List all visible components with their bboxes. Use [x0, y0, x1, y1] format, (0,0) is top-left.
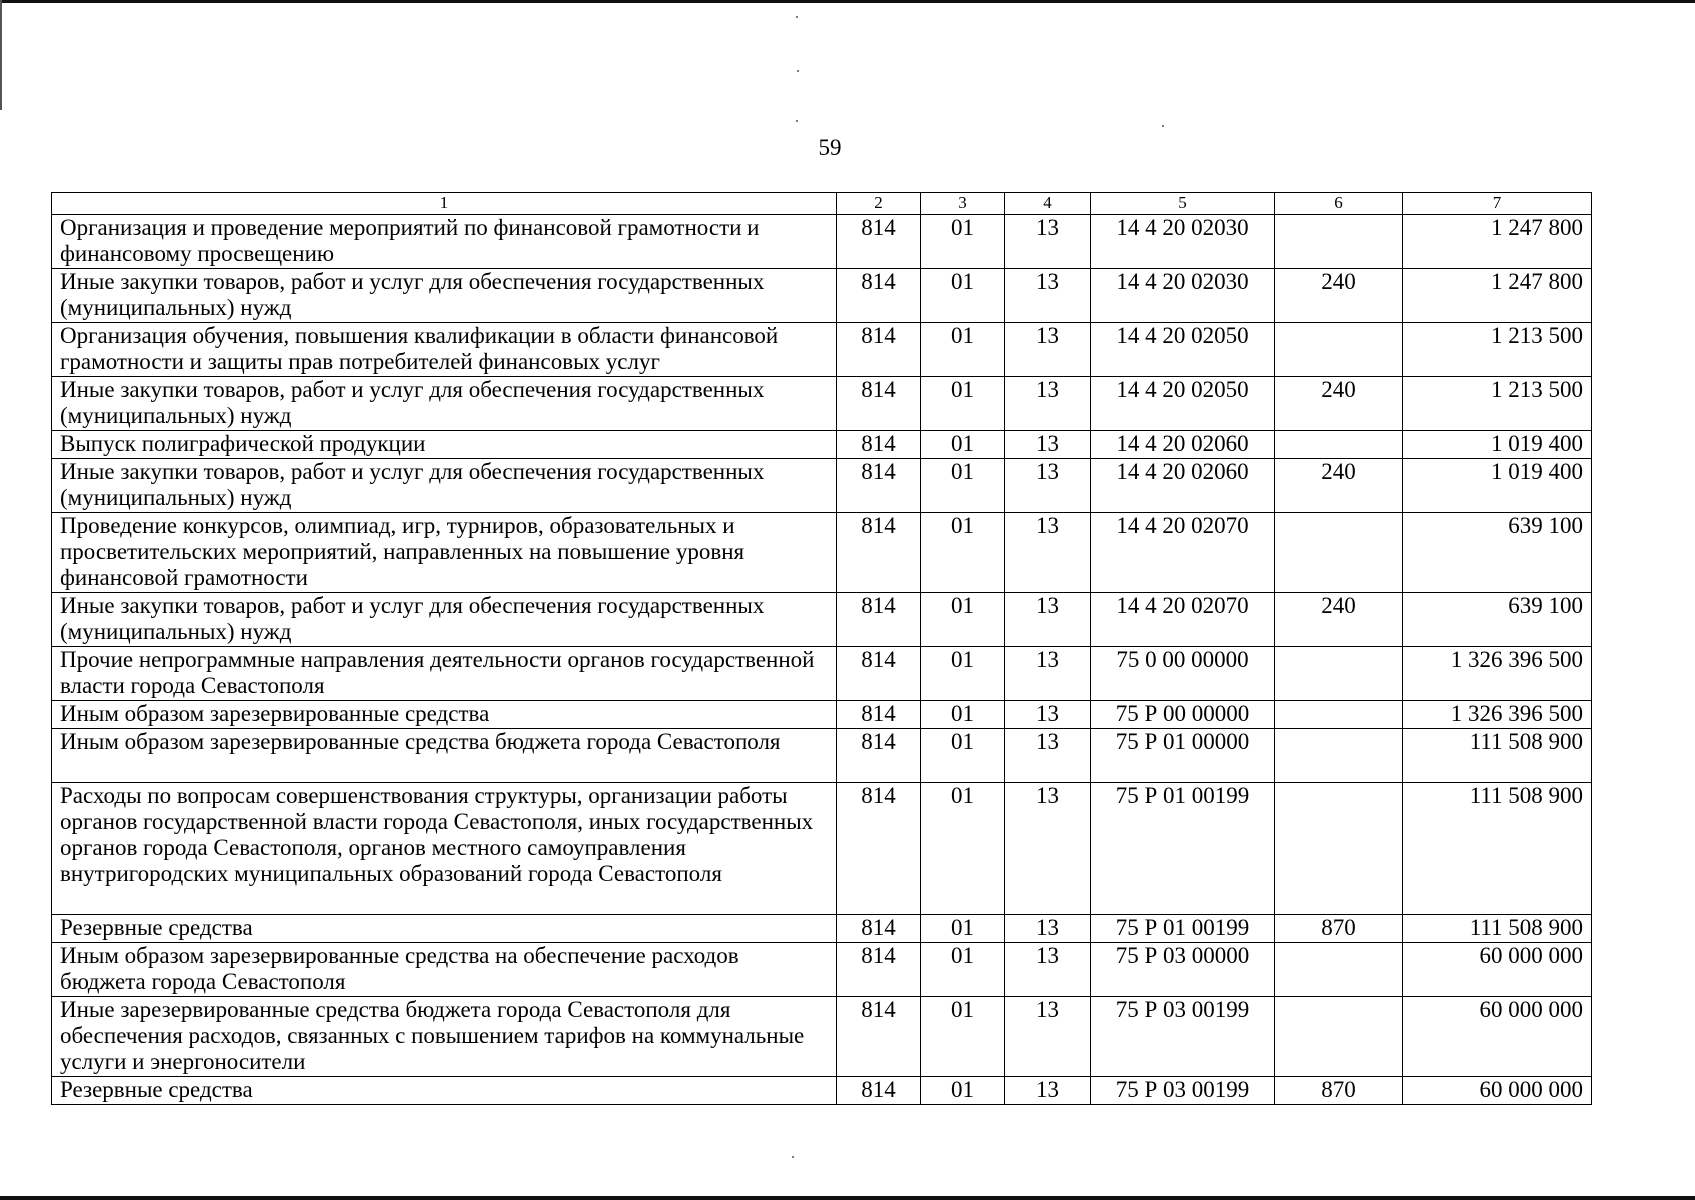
row-amount: 1 247 800 — [1403, 269, 1592, 323]
row-ministry-code: 814 — [837, 377, 921, 431]
row-target-article: 14 4 20 02060 — [1091, 431, 1275, 459]
row-ministry-code: 814 — [837, 431, 921, 459]
row-ministry-code: 814 — [837, 729, 921, 783]
row-amount: 1 326 396 500 — [1403, 647, 1592, 701]
row-ministry-code: 814 — [837, 1077, 921, 1105]
row-expense-type — [1275, 323, 1403, 377]
row-subsection: 13 — [1005, 1077, 1091, 1105]
row-amount: 639 100 — [1403, 513, 1592, 593]
row-section: 01 — [921, 997, 1005, 1077]
row-target-article: 75 Р 01 00199 — [1091, 915, 1275, 943]
row-ministry-code: 814 — [837, 943, 921, 997]
row-ministry-code: 814 — [837, 783, 921, 915]
row-expense-type: 240 — [1275, 377, 1403, 431]
row-amount: 60 000 000 — [1403, 943, 1592, 997]
row-subsection: 13 — [1005, 997, 1091, 1077]
table-row — [52, 783, 1592, 915]
row-expense-type: 870 — [1275, 1077, 1403, 1105]
row-name: Иные закупки товаров, работ и услуг для обеспечения государственных (муниципальных) нужд — [52, 269, 837, 323]
row-target-article: 14 4 20 02050 — [1091, 377, 1275, 431]
row-section: 01 — [921, 269, 1005, 323]
row-name: Организация и проведение мероприятий по финансовой грамотности и финансовому просвещению — [52, 215, 837, 269]
row-name: Резервные средства — [52, 915, 837, 943]
table-row — [52, 513, 1592, 593]
row-target-article: 14 4 20 02030 — [1091, 215, 1275, 269]
header-col-5: 5 — [1091, 193, 1275, 215]
scan-speck — [796, 120, 798, 122]
scan-speck — [796, 16, 798, 18]
row-target-article: 75 0 00 00000 — [1091, 647, 1275, 701]
scan-bottom-edge — [0, 1196, 1695, 1200]
row-section: 01 — [921, 459, 1005, 513]
row-name: Организация обучения, повышения квалификации в области финансовой грамотности и защиты прав потребителей финансовых услуг — [52, 323, 837, 377]
row-target-article: 14 4 20 02030 — [1091, 269, 1275, 323]
row-name: Иные закупки товаров, работ и услуг для обеспечения государственных (муниципальных) нужд — [52, 459, 837, 513]
row-expense-type — [1275, 431, 1403, 459]
row-name: Расходы по вопросам совершенствования структуры, организации работы органов государственной власти города Севастополя, иных государственных органов города Севастополя, органов местного самоуправления внутригородских муниципальных образований города Севастополя — [52, 783, 837, 915]
row-target-article: 14 4 20 02050 — [1091, 323, 1275, 377]
row-expense-type: 240 — [1275, 269, 1403, 323]
page-number: 59 — [818, 135, 842, 160]
row-expense-type — [1275, 647, 1403, 701]
row-name: Прочие непрограммные направления деятельности органов государственной власти города Севастополя — [52, 647, 837, 701]
table-row — [52, 729, 1592, 783]
row-section: 01 — [921, 377, 1005, 431]
row-name: Иным образом зарезервированные средства бюджета города Севастополя — [52, 729, 837, 783]
scan-top-edge — [0, 0, 1695, 3]
row-subsection: 13 — [1005, 943, 1091, 997]
row-ministry-code: 814 — [837, 593, 921, 647]
row-ministry-code: 814 — [837, 269, 921, 323]
row-expense-type — [1275, 783, 1403, 915]
header-col-6: 6 — [1275, 193, 1403, 215]
row-target-article: 75 Р 01 00000 — [1091, 729, 1275, 783]
row-section: 01 — [921, 729, 1005, 783]
row-amount: 1 213 500 — [1403, 377, 1592, 431]
row-name: Выпуск полиграфической продукции — [52, 431, 837, 459]
row-expense-type — [1275, 729, 1403, 783]
row-section: 01 — [921, 215, 1005, 269]
row-ministry-code: 814 — [837, 997, 921, 1077]
table-row — [52, 915, 1592, 943]
row-amount: 1 247 800 — [1403, 215, 1592, 269]
row-name: Иные закупки товаров, работ и услуг для обеспечения государственных (муниципальных) нужд — [52, 377, 837, 431]
row-amount: 639 100 — [1403, 593, 1592, 647]
row-amount: 111 508 900 — [1403, 783, 1592, 915]
row-expense-type — [1275, 215, 1403, 269]
row-subsection: 13 — [1005, 323, 1091, 377]
row-name: Иным образом зарезервированные средства — [52, 701, 837, 729]
header-col-7: 7 — [1403, 193, 1592, 215]
row-section: 01 — [921, 647, 1005, 701]
scan-speck — [792, 1156, 794, 1158]
row-name: Резервные средства — [52, 1077, 837, 1105]
table-row — [52, 323, 1592, 377]
row-target-article: 75 Р 03 00199 — [1091, 997, 1275, 1077]
table-row — [52, 269, 1592, 323]
row-target-article: 75 Р 00 00000 — [1091, 701, 1275, 729]
table-row — [52, 1077, 1592, 1105]
row-name: Иным образом зарезервированные средства на обеспечение расходов бюджета города Севастополя — [52, 943, 837, 997]
table-row — [52, 647, 1592, 701]
row-amount: 111 508 900 — [1403, 915, 1592, 943]
row-section: 01 — [921, 513, 1005, 593]
table-row — [52, 997, 1592, 1077]
row-subsection: 13 — [1005, 377, 1091, 431]
table-row — [52, 943, 1592, 997]
row-subsection: 13 — [1005, 701, 1091, 729]
row-amount: 1 019 400 — [1403, 459, 1592, 513]
budget-table — [51, 192, 1592, 1105]
row-amount: 1 326 396 500 — [1403, 701, 1592, 729]
table-row — [52, 377, 1592, 431]
row-ministry-code: 814 — [837, 215, 921, 269]
row-name: Проведение конкурсов, олимпиад, игр, турниров, образовательных и просветительских мероприятий, направленных на повышение уровня финансовой грамотности — [52, 513, 837, 593]
row-target-article: 75 Р 03 00000 — [1091, 943, 1275, 997]
row-subsection: 13 — [1005, 215, 1091, 269]
row-ministry-code: 814 — [837, 915, 921, 943]
row-ministry-code: 814 — [837, 701, 921, 729]
row-amount: 60 000 000 — [1403, 997, 1592, 1077]
row-target-article: 14 4 20 02070 — [1091, 593, 1275, 647]
row-section: 01 — [921, 701, 1005, 729]
row-name: Иные закупки товаров, работ и услуг для обеспечения государственных (муниципальных) нужд — [52, 593, 837, 647]
row-expense-type — [1275, 701, 1403, 729]
row-expense-type: 240 — [1275, 459, 1403, 513]
row-expense-type — [1275, 513, 1403, 593]
row-amount: 60 000 000 — [1403, 1077, 1592, 1105]
row-ministry-code: 814 — [837, 459, 921, 513]
row-subsection: 13 — [1005, 593, 1091, 647]
header-col-1: 1 — [52, 193, 837, 215]
table-row — [52, 701, 1592, 729]
row-target-article: 75 Р 01 00199 — [1091, 783, 1275, 915]
scan-speck — [797, 70, 799, 72]
row-amount: 1 019 400 — [1403, 431, 1592, 459]
row-ministry-code: 814 — [837, 647, 921, 701]
row-subsection: 13 — [1005, 647, 1091, 701]
scan-left-edge — [0, 0, 2, 110]
row-ministry-code: 814 — [837, 323, 921, 377]
row-expense-type — [1275, 943, 1403, 997]
row-subsection: 13 — [1005, 513, 1091, 593]
header-col-3: 3 — [921, 193, 1005, 215]
row-name: Иные зарезервированные средства бюджета города Севастополя для обеспечения расходов, связанных с повышением тарифов на коммунальные услуги и энергоносители — [52, 997, 837, 1077]
row-subsection: 13 — [1005, 915, 1091, 943]
row-section: 01 — [921, 593, 1005, 647]
row-subsection: 13 — [1005, 729, 1091, 783]
row-amount: 1 213 500 — [1403, 323, 1592, 377]
row-subsection: 13 — [1005, 783, 1091, 915]
table-row — [52, 459, 1592, 513]
row-target-article: 14 4 20 02060 — [1091, 459, 1275, 513]
row-expense-type: 870 — [1275, 915, 1403, 943]
row-amount: 111 508 900 — [1403, 729, 1592, 783]
table-header — [52, 193, 1592, 215]
row-target-article: 75 Р 03 00199 — [1091, 1077, 1275, 1105]
scan-speck — [1162, 125, 1164, 127]
row-section: 01 — [921, 323, 1005, 377]
table-body — [52, 215, 1592, 1105]
header-col-4: 4 — [1005, 193, 1091, 215]
table-row — [52, 431, 1592, 459]
row-section: 01 — [921, 915, 1005, 943]
row-section: 01 — [921, 431, 1005, 459]
header-col-2: 2 — [837, 193, 921, 215]
header-row — [52, 193, 1592, 215]
row-expense-type: 240 — [1275, 593, 1403, 647]
row-expense-type — [1275, 997, 1403, 1077]
row-ministry-code: 814 — [837, 513, 921, 593]
row-target-article: 14 4 20 02070 — [1091, 513, 1275, 593]
row-subsection: 13 — [1005, 431, 1091, 459]
row-section: 01 — [921, 1077, 1005, 1105]
row-section: 01 — [921, 783, 1005, 915]
table-row — [52, 215, 1592, 269]
row-subsection: 13 — [1005, 459, 1091, 513]
row-section: 01 — [921, 943, 1005, 997]
table-row — [52, 593, 1592, 647]
row-subsection: 13 — [1005, 269, 1091, 323]
